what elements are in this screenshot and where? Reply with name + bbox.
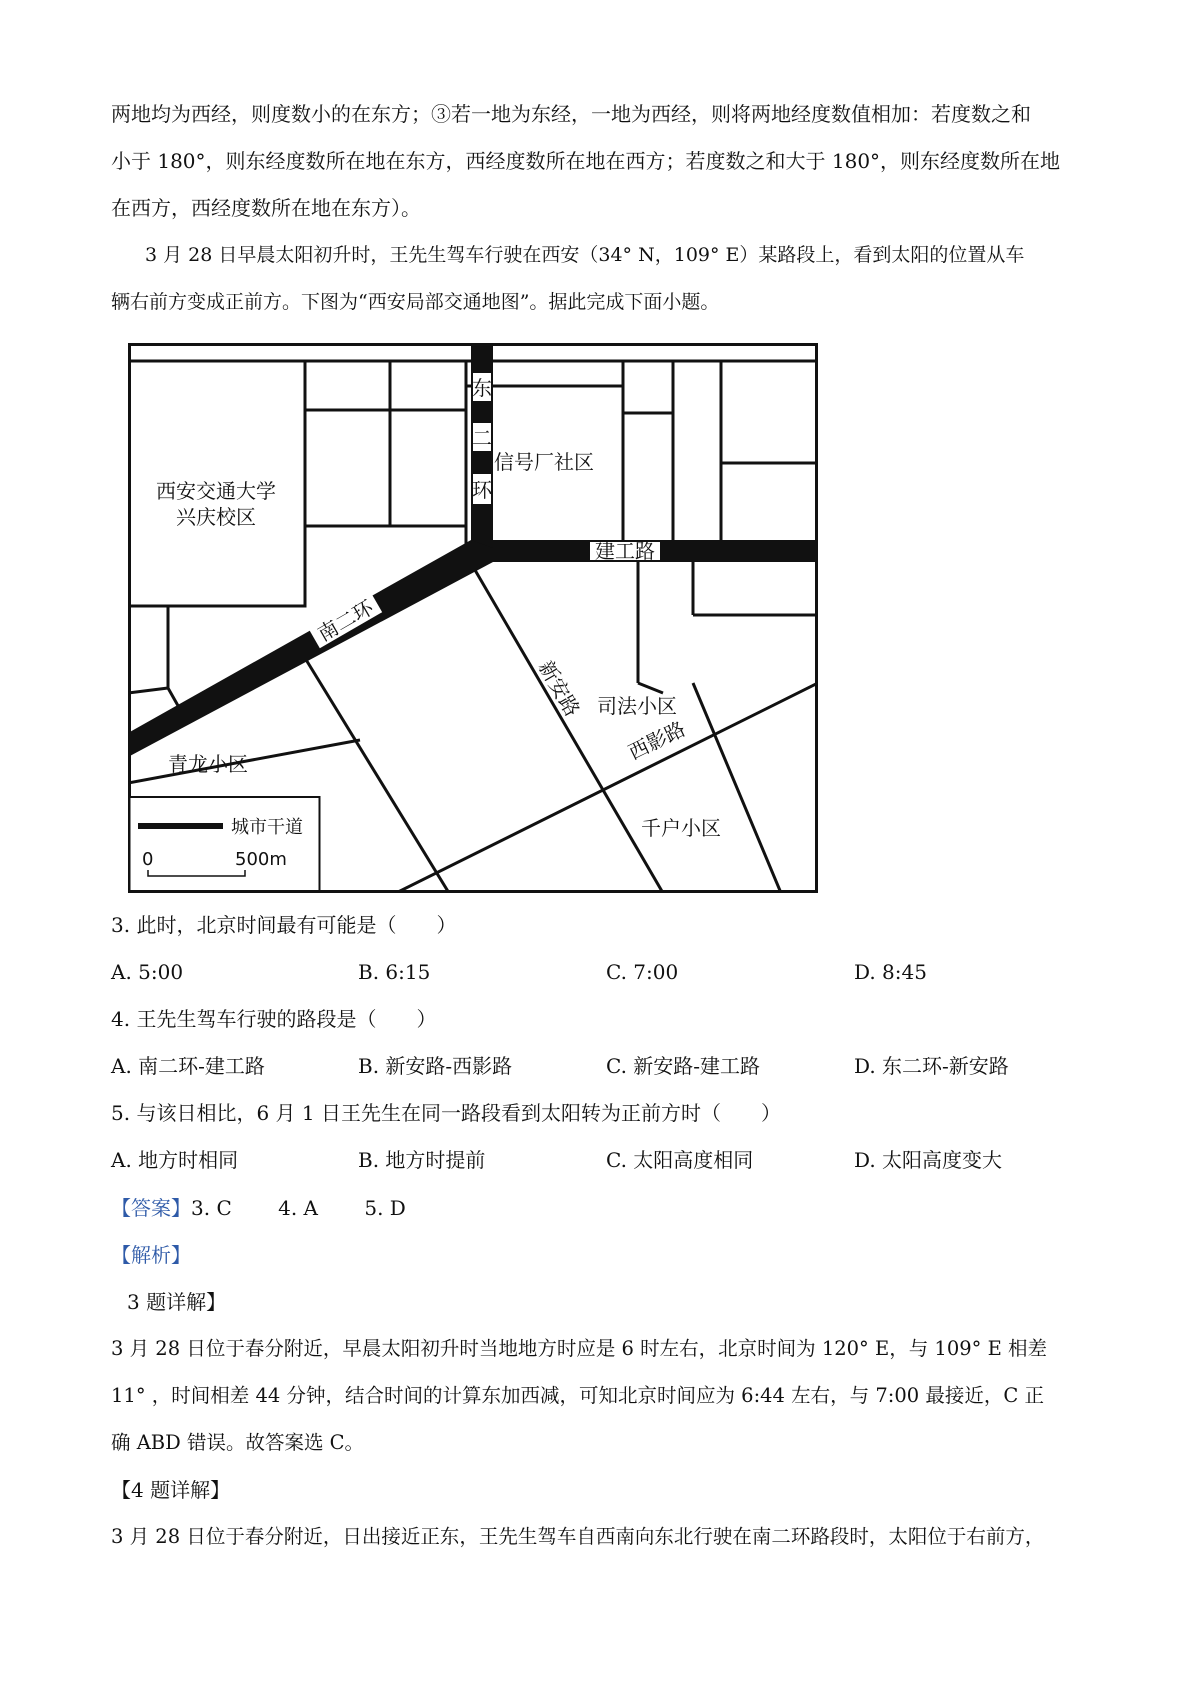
east-ring-label-3: 环 [472, 478, 492, 502]
q5-option-c: C. 太阳高度相同 [606, 1148, 754, 1172]
xinan-road-label: 新安路 [533, 656, 585, 721]
q3-line-3: 确 ABD 错误。故答案选 C。 [111, 1431, 365, 1454]
qinglong-label: 青龙小区 [168, 752, 248, 776]
scale-zero-label: 0 [142, 849, 154, 870]
arterial-legend-label: 城市干道 [231, 817, 303, 838]
south-ring-road [128, 540, 493, 757]
campus-label-1: 西安交通大学 [156, 479, 276, 503]
analysis-tag: 【解析】 [111, 1243, 191, 1267]
answer-tag: 【答案】 [111, 1196, 191, 1220]
qianhu-label: 千户小区 [641, 816, 721, 840]
map-legend [130, 797, 320, 891]
q3-option-a: A. 5:00 [111, 960, 184, 984]
q3-heading: 3 题详解】 [127, 1290, 227, 1314]
q4-option-d: D. 东二环-新安路 [854, 1054, 1009, 1078]
jiangong-road-label: 建工路 [595, 539, 655, 563]
sifa-label: 司法小区 [597, 694, 677, 718]
intro-line-2: 小于 180°，则东经度数所在地在东方，西经度数所在地在西方；若度数之和大于 180°，则东经度数所在地 [111, 149, 1061, 173]
stem-line-2: 辆右前方变成正前方。下图为“西安局部交通地图”。据此完成下面小题。 [111, 291, 720, 313]
xian-traffic-map [128, 343, 818, 893]
q4-heading: 【4 题详解】 [111, 1478, 231, 1502]
answer-text: 3. C 4. A 5. D [191, 1196, 406, 1220]
intro-line-1: 两地均为西经，则度数小的在东方；③若一地为东经，一地为西经，则将两地经度数值相加：若度数之和 [111, 102, 1031, 126]
xiying-road-label: 西影路 [624, 716, 690, 765]
q5-option-d: D. 太阳高度变大 [854, 1148, 1003, 1172]
stem-line-1: 3 月 28 日早晨太阳初升时，王先生驾车行驶在西安（34° N，109° E）某路段上，看到太阳的位置从车 [145, 244, 1025, 266]
q3-option-b: B. 6:15 [358, 960, 431, 984]
q5-option-b: B. 地方时提前 [358, 1148, 486, 1172]
campus-label-2: 兴庆校区 [176, 505, 256, 529]
q3-option-d: D. 8:45 [854, 960, 927, 984]
q3-line-1: 3 月 28 日位于春分附近，早晨太阳初升时当地地方时应是 6 时左右，北京时间为 120° E，与 109° E 相差 [111, 1337, 1048, 1360]
answer-line [111, 1194, 406, 1222]
east-ring-label-1: 东 [472, 376, 492, 400]
arterial-legend-swatch [138, 823, 223, 829]
south-ring-label: 南二环 [313, 595, 378, 647]
signal-factory-label: 信号厂社区 [494, 450, 594, 474]
arterial-roads [128, 343, 818, 757]
q4-option-a: A. 南二环-建工路 [111, 1054, 265, 1078]
q5-option-a: A. 地方时相同 [111, 1148, 239, 1172]
intro-line-3: 在西方，西经度数所在地在东方）。 [111, 196, 421, 220]
q3-line-2: 11° ，时间相差 44 分钟，结合时间的计算东加西减，可知北京时间应为 6:44 左右，与 7:00 最接近，C 正 [111, 1384, 1044, 1407]
question-5-stem: 5. 与该日相比，6 月 1 日王先生在同一路段看到太阳转为正前方时（ ） [111, 1101, 781, 1125]
east-ring-label-2: 二 [472, 426, 492, 450]
q4-option-b: B. 新安路-西影路 [358, 1054, 513, 1078]
scale-length-label: 500m [235, 849, 287, 870]
q4-line-1: 3 月 28 日位于春分附近，日出接近正东，王先生驾车自西南向东北行驶在南二环路段时，太阳位于右前方， [111, 1525, 1045, 1548]
q4-option-c: C. 新安路-建工路 [606, 1054, 761, 1078]
question-4-stem: 4. 王先生驾车行驶的路段是（ ） [111, 1007, 437, 1031]
question-3-stem: 3. 此时，北京时间最有可能是（ ） [111, 913, 457, 937]
q3-option-c: C. 7:00 [606, 960, 679, 984]
